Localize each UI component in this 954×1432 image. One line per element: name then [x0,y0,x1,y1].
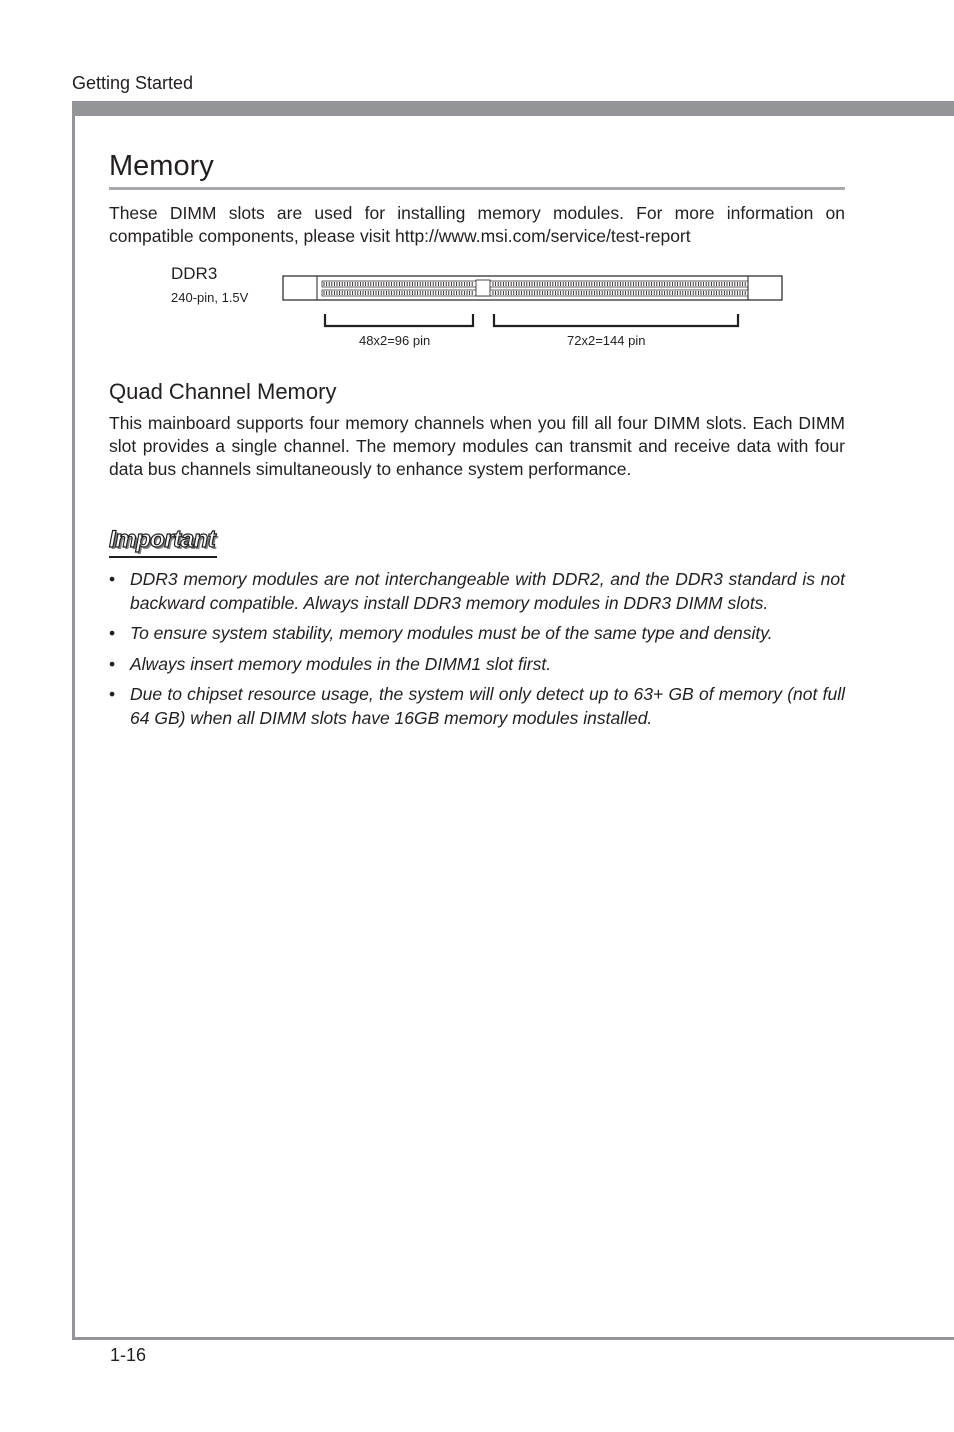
left-segment-bracket [325,314,473,326]
dimm-slot-outline [283,276,782,300]
right-segment-pin-label: 72x2=144 pin [567,333,646,348]
important-note-item [109,622,845,646]
bullet-glyph: • [109,653,116,674]
important-note-item [109,683,845,730]
quad-channel-paragraph: This mainboard supports four memory channels when you fill all four DIMM slots. Each DIMM slot provides a single channel. The memory modules can transmit and receive data with four data bus channels simultaneously to enhance system performance. [109,413,845,479]
bottom-rule [72,1337,954,1340]
left-margin-rule [72,101,75,1340]
left-segment-pin-label: 48x2=96 pin [359,333,431,348]
important-note-item [109,653,845,677]
important-note-text: DDR3 memory modules are not interchangeable with DDR2, and the DDR3 standard is not backward compatible. Always install DDR3 memory modules in DDR3 DIMM slots. [130,569,845,613]
important-note-text: Always insert memory modules in the DIMM1 slot first. [130,653,552,674]
right-segment-bracket [494,314,738,326]
important-note-text: Due to chipset resource usage, the system will only detect up to 63+ GB of memory (not full 64 GB) when all DIMM slots have 16GB memory modules installed. [130,684,845,728]
important-note-text: To ensure system stability, memory modules must be of the same type and density. [130,623,773,643]
important-heading: Important [109,525,217,558]
dimm-slot-illustration [109,256,845,378]
bullet-glyph: • [109,623,116,643]
key-notch [476,280,490,296]
bullet-glyph: • [109,684,116,704]
important-note-item [109,568,845,615]
running-header: Getting Started [72,73,194,93]
section-title-quad-channel: Quad Channel Memory [109,379,337,404]
ddr3-label: DDR3 [171,264,218,283]
section-title-memory: Memory [109,148,845,190]
memory-intro-paragraph: These DIMM slots are used for installing memory modules. For more information on compatible components, please visit http://www.msi.com/service/test-report [109,203,845,246]
important-notes-list [109,568,845,730]
ddr3-spec-label: 240-pin, 1.5V [171,290,249,305]
header-bar [72,101,954,116]
bullet-glyph: • [109,569,116,589]
page-content [109,148,845,737]
page-number: 1-16 [110,1345,147,1365]
ddr3-slot-diagram [109,256,845,378]
